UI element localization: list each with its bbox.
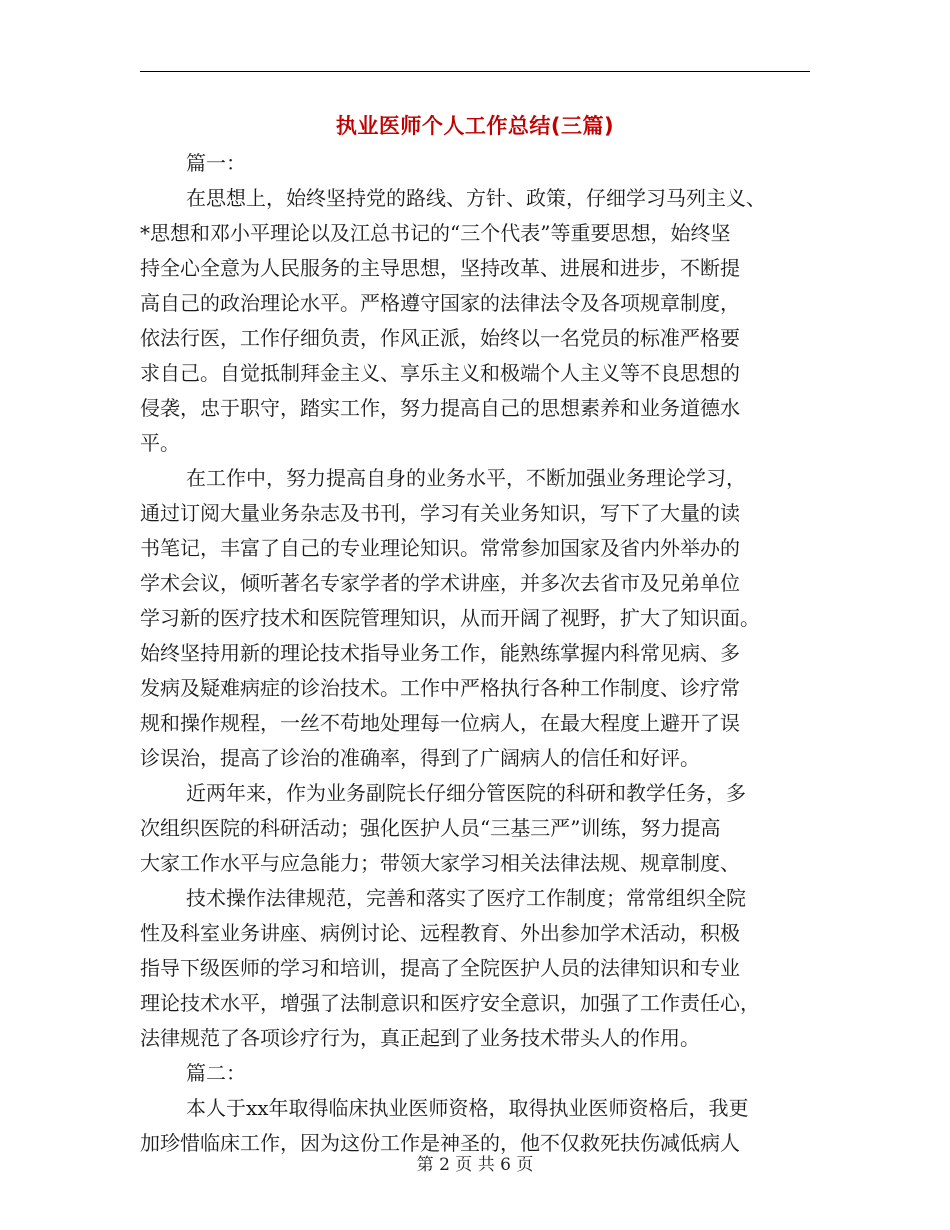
text-line: 在工作中，努力提高自身的业务水平，不断加强业务理论学习， (186, 466, 746, 490)
text-line: 侵袭，忠于职守，踏实工作，努力提高自己的思想素养和业务道德水 (140, 396, 740, 420)
paragraph (140, 776, 810, 881)
page-number-footer: 第 2 页 共 6 页 (416, 1155, 534, 1175)
text-line: 技术操作法律规范，完善和落实了医疗工作制度；常常组织全院 (186, 886, 746, 910)
paragraph (140, 181, 810, 461)
text-line: 求自己。自觉抵制拜金主义、享乐主义和极端个人主义等不良思想的 (140, 361, 740, 385)
text-line: 学术会议，倾听著名专家学者的学术讲座，并多次去省市及兄弟单位 (140, 571, 740, 595)
text-line: 理论技术水平，增强了法制意识和医疗安全意识，加强了工作责任心， (140, 991, 760, 1015)
text-line: 依法行医，工作仔细负责，作风正派，始终以一名党员的标准严格要 (140, 326, 740, 350)
text-line: 近两年来，作为业务副院长仔细分管医院的科研和教学任务，多 (186, 781, 746, 805)
text-line: 次组织医院的科研活动；强化医护人员“三基三严”训练，努力提高 (140, 816, 721, 840)
text-line: 通过订阅大量业务杂志及书刊，学习有关业务知识，写下了大量的读 (140, 501, 740, 525)
text-line: 加珍惜临床工作，因为这份工作是神圣的，他不仅救死扶伤减低病人 (140, 1131, 740, 1155)
section-2-heading: 篇二： (186, 1061, 246, 1085)
text-line: 本人于xx年取得临床执业医师资格，取得执业医师资格后，我更 (186, 1096, 749, 1120)
text-line: 平。 (140, 431, 180, 455)
text-line: 书笔记，丰富了自己的专业理论知识。常常参加国家及省内外举办的 (140, 536, 740, 560)
text-line: 在思想上，始终坚持党的路线、方针、政策，仔细学习马列主义、 (186, 186, 766, 210)
section-1-heading: 篇一： (186, 151, 246, 175)
document-body (140, 146, 810, 1161)
text-line: 持全心全意为人民服务的主导思想，坚持改革、进展和进步，不断提 (140, 256, 740, 280)
text-line: 大家工作水平与应急能力；带领大家学习相关法律法规、规章制度、 (140, 851, 740, 875)
header-rule (140, 71, 810, 72)
text-line: *思想和邓小平理论以及江总书记的“三个代表”等重要思想，始终坚 (140, 221, 731, 245)
document-title: 执业医师个人工作总结(三篇) (335, 114, 615, 138)
text-line: 法律规范了各项诊疗行为，真正起到了业务技术带头人的作用。 (140, 1026, 700, 1050)
text-line: 诊误治，提高了诊治的准确率，得到了广阔病人的信任和好评。 (140, 746, 700, 770)
text-line: 发病及疑难病症的诊治技术。工作中严格执行各种工作制度、诊疗常 (140, 676, 740, 700)
paragraph (140, 881, 810, 1056)
text-line: 指导下级医师的学习和培训，提高了全院医护人员的法律知识和专业 (140, 956, 740, 980)
text-line: 性及科室业务讲座、病例讨论、远程教育、外出参加学术活动，积极 (140, 921, 740, 945)
text-line: 始终坚持用新的理论技术指导业务工作，能熟练掌握内科常见病、多 (140, 641, 740, 665)
text-line: 规和操作规程，一丝不苟地处理每一位病人，在最大程度上避开了误 (140, 711, 740, 735)
paragraph (140, 461, 810, 776)
text-line: 学习新的医疗技术和医院管理知识，从而开阔了视野，扩大了知识面。 (140, 606, 760, 630)
text-line: 高自己的政治理论水平。严格遵守国家的法律法令及各项规章制度， (140, 291, 740, 315)
paragraph (140, 1091, 810, 1161)
